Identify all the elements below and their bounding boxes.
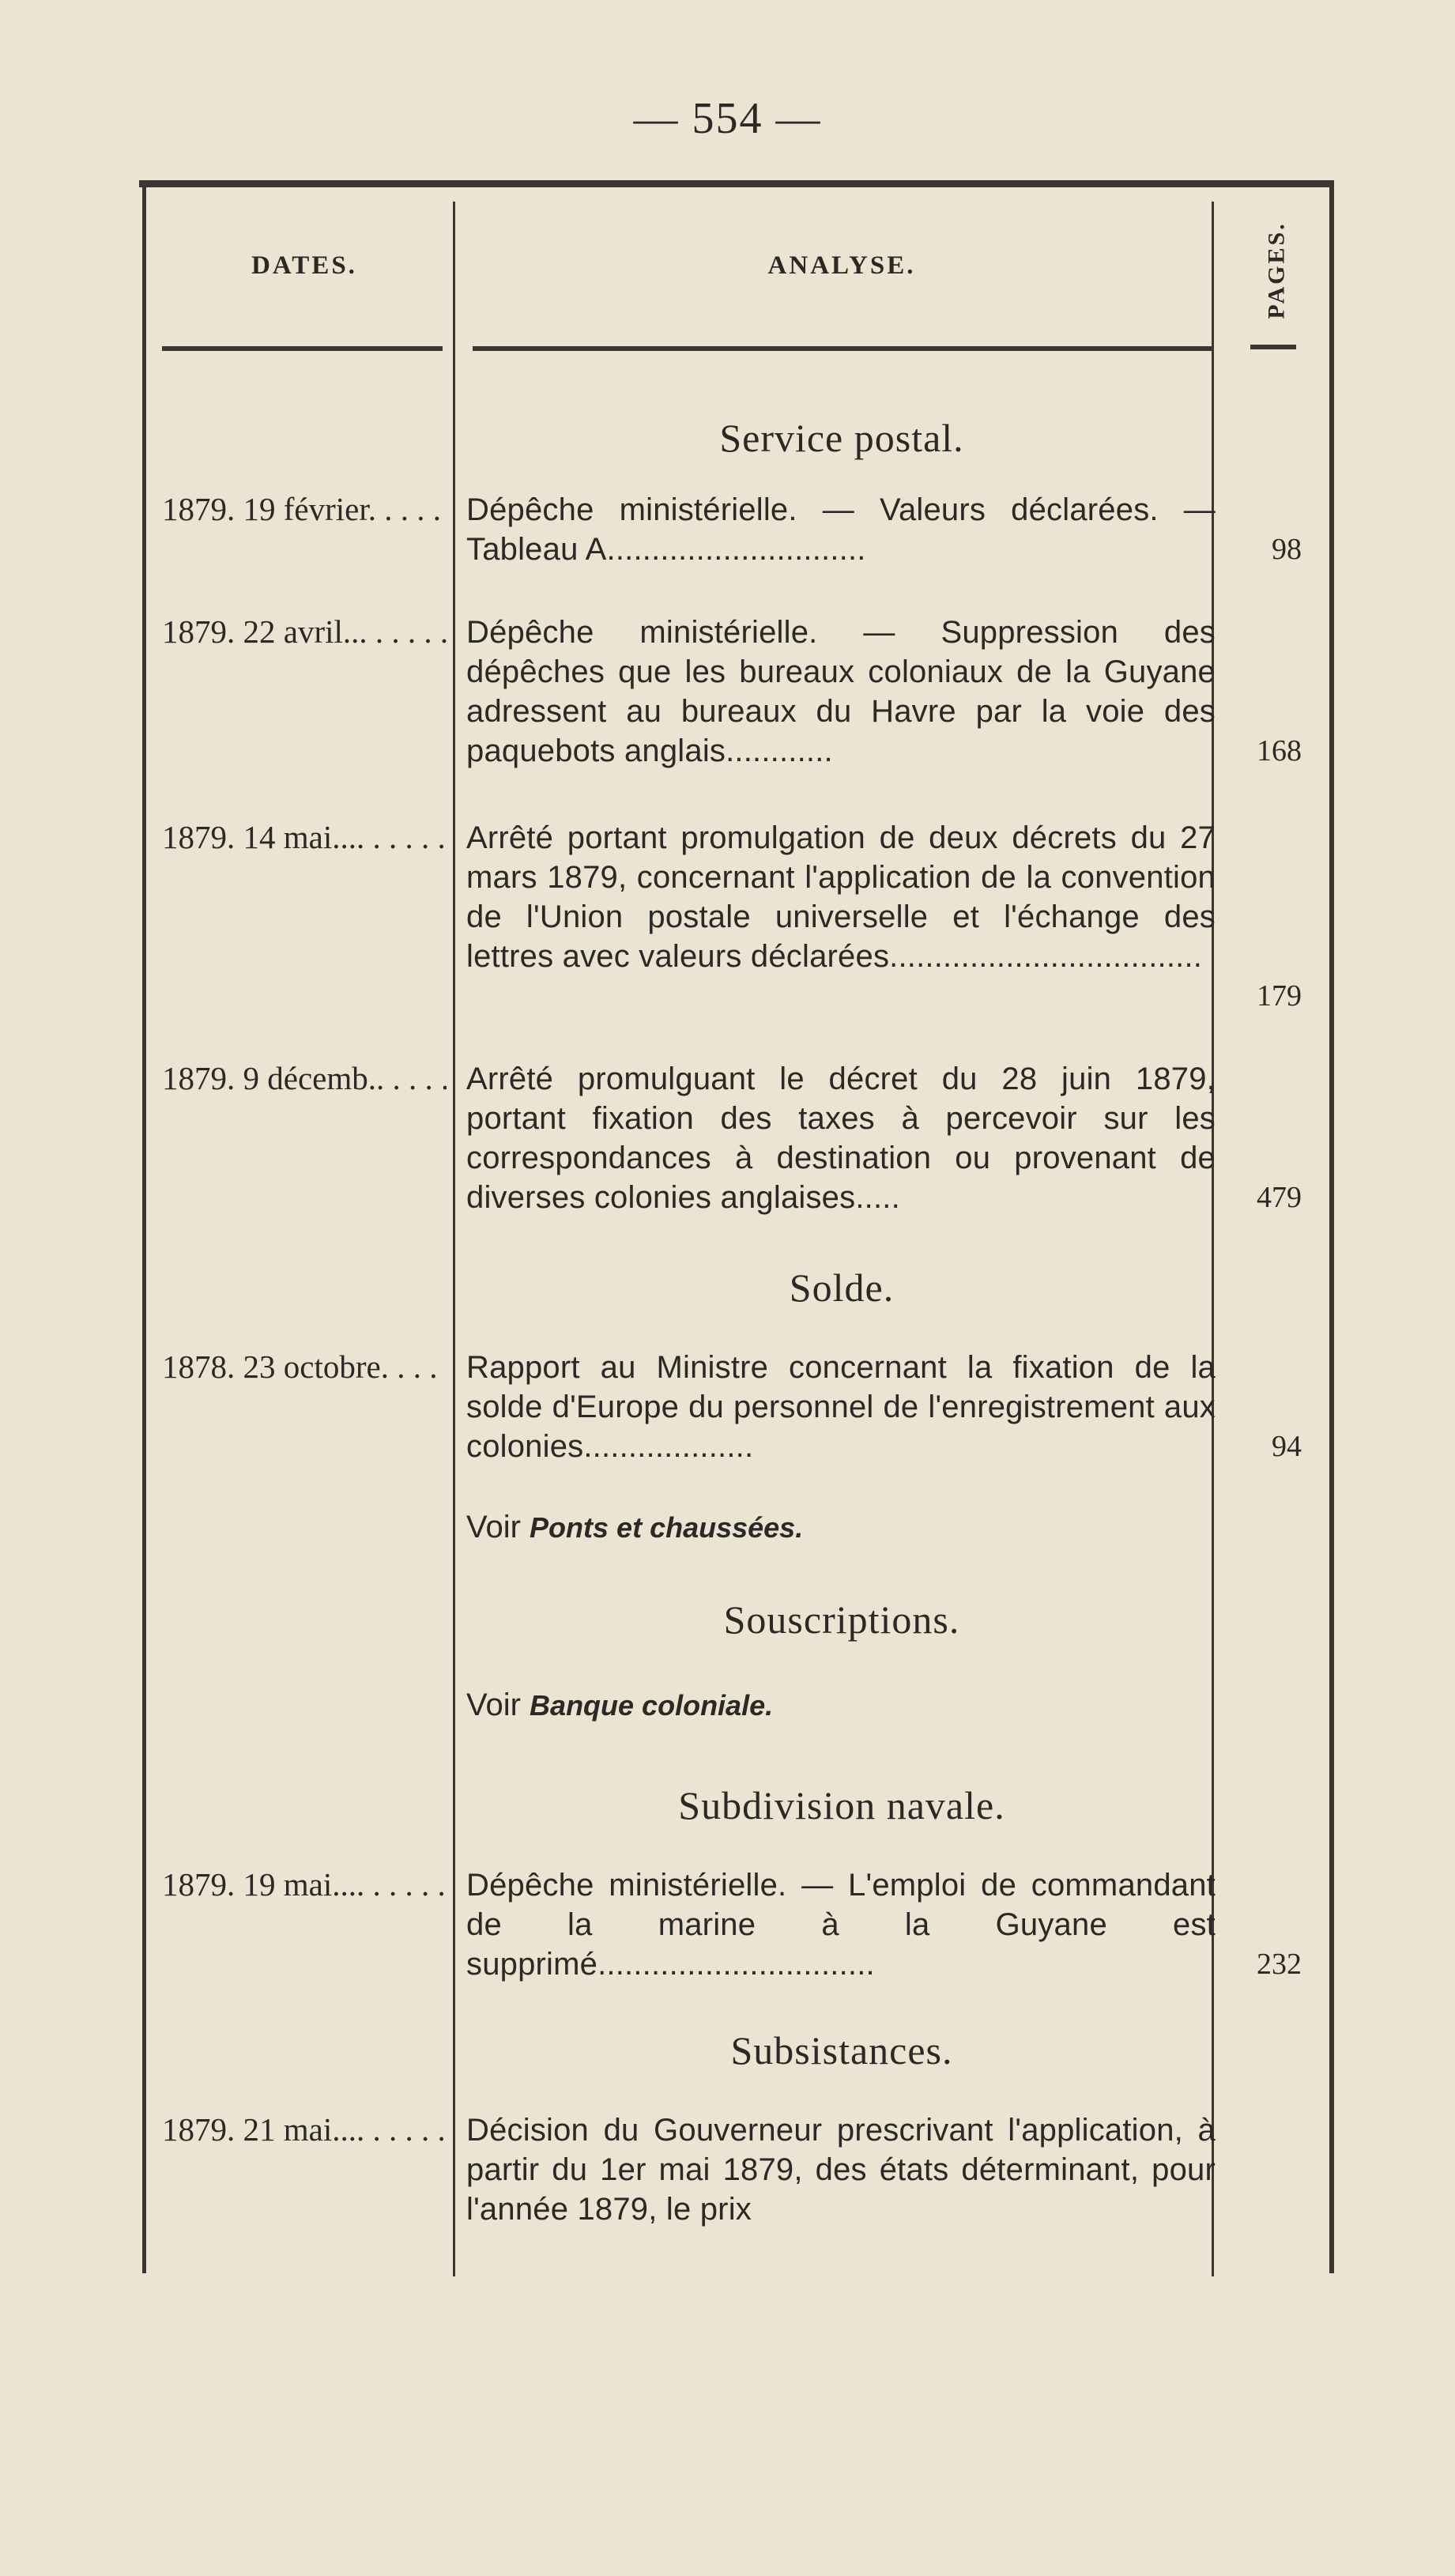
header-pages: [1257, 199, 1297, 341]
entry-date: 1879. 19 mai.... . . .: [162, 1865, 447, 1903]
cross-reference-prefix: Voir: [466, 1688, 530, 1722]
entry-date: 1878. 23 octobre. . . .: [162, 1348, 447, 1386]
entry-text: Arrêté promulguant le décret du 28 juin 1879, portant fixation des taxes à percevoir sur les correspondances à destination ou provenant de diverses colonies anglaises.....: [466, 1062, 1216, 1215]
cross-reference-prefix: Voir: [466, 1510, 530, 1544]
cross-reference-target: Banque coloniale.: [530, 1689, 774, 1722]
entry-date: 1879. 21 mai.... . . .: [162, 2110, 447, 2148]
entry-page: 479: [1257, 1181, 1302, 1214]
entry-text: Dépêche ministérielle. — Valeurs déclarées. — Tableau A.............................: [466, 492, 1216, 567]
header-pages-label: PAGES.: [1264, 221, 1291, 319]
header-analyse: ANALYSE.: [767, 251, 916, 280]
entry-text: Dépêche ministérielle. — L'emploi de commandant de la marine à la Guyane est supprimé...............................: [466, 1868, 1216, 1982]
right-border: [1329, 187, 1334, 2273]
section-title-souscriptions: Souscriptions.: [723, 1597, 960, 1642]
header-dates: DATES.: [251, 251, 357, 280]
cross-reference: [466, 1510, 1216, 1545]
entry-date: 1879. 22 avril... . . .: [162, 613, 447, 651]
section-title-subsistances: Subsistances.: [730, 2028, 953, 2072]
section-title-solde: Solde.: [789, 1265, 895, 1310]
header-bar-pages: [1250, 345, 1296, 349]
entry-text: Décision du Gouverneur prescrivant l'application, à partir du 1er mai 1879, des états déterminant, pour l'année 1879, le prix: [466, 2113, 1216, 2227]
header-bar-dates: [162, 346, 443, 351]
entry-text: Rapport au Ministre concernant la fixation de la solde d'Europe du personnel de l'enregistrement aux colonies...................: [466, 1350, 1216, 1464]
entry-page: 168: [1257, 734, 1302, 768]
entry-text: Arrêté portant promulgation de deux décrets du 27 mars 1879, concernant l'application de la convention de l'Union postale universelle et l'échange des lettres avec valeurs déclarées...................................: [466, 820, 1216, 974]
cross-reference-target: Ponts et chaussées.: [530, 1511, 804, 1544]
section-title-service-postal: Service postal.: [719, 416, 964, 460]
table-top-rule: [139, 180, 1334, 187]
column-divider-dates: [453, 202, 455, 2276]
entry-date: 1879. 14 mai.... . . .: [162, 818, 447, 856]
left-border: [142, 187, 146, 2273]
entry-page: 94: [1272, 1430, 1302, 1463]
cross-reference: [466, 1688, 1216, 1723]
page-number: — 554 —: [633, 94, 822, 143]
section-title-subdivision-navale: Subdivision navale.: [678, 1783, 1005, 1827]
header-bar-analyse: [473, 346, 1212, 351]
entry-date: 1879. 19 février. . . .: [162, 490, 447, 528]
entry-page: 98: [1272, 533, 1302, 566]
entry-page: 232: [1257, 1948, 1302, 1981]
entry-date: 1879. 9 décemb.. . . .: [162, 1059, 447, 1097]
entry-page: 179: [1257, 979, 1302, 1013]
entry-text: Dépêche ministérielle. — Suppression des dépêches que les bureaux coloniaux de la Guyane adressent au bureaux du Havre par la voie des paquebots anglais............: [466, 615, 1216, 768]
